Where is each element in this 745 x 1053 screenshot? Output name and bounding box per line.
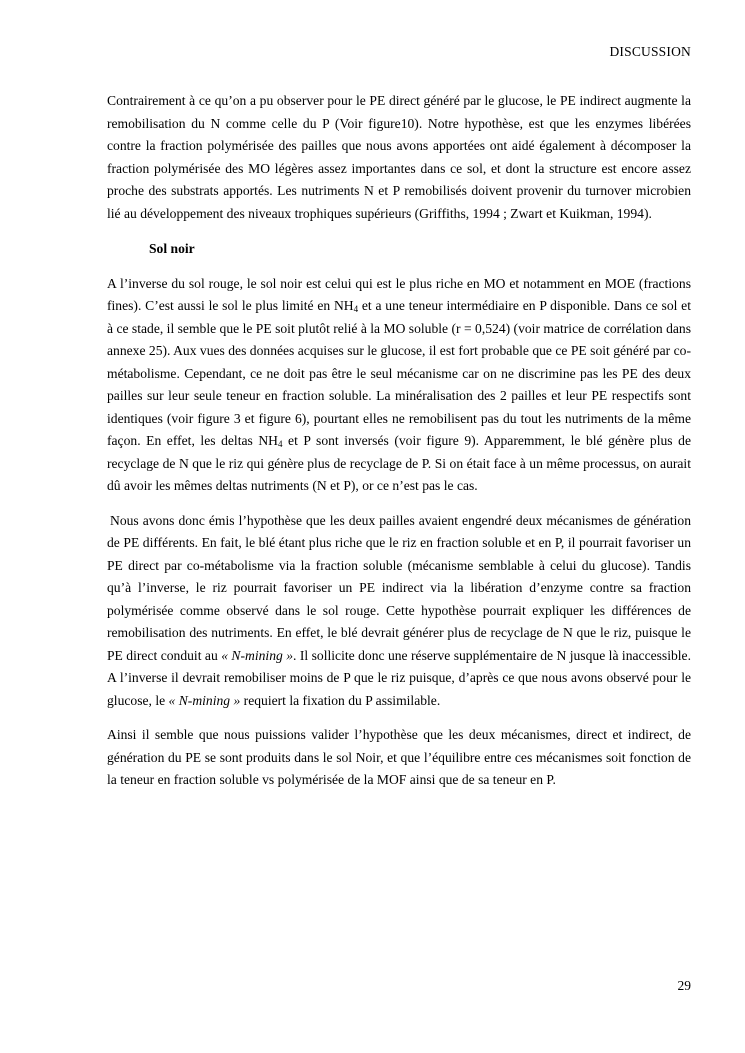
n-mining-term: « N-mining »	[168, 692, 241, 708]
paragraph-3-part-b: . Il sollicite donc une réserve supplémentaire de N jusque là inaccessible. A l’inverse il devrait remobiliser moins de P que le riz puisque, d’après ce que nous avons observé pour le glucose, le	[107, 647, 691, 708]
document-body	[107, 90, 691, 792]
subscript-4: 4	[277, 439, 283, 449]
paragraph-2-part-a: A l’inverse du sol rouge, le sol noir est celui qui est le plus riche en MO et notamment en MOE (fractions fines). C’est aussi le sol le plus limité en NH	[107, 275, 691, 313]
paragraph-1: Contrairement à ce qu’on a pu observer pour le PE direct généré par le glucose, le PE indirect augmente la remobilisation du N comme celle du P (Voir figure10). Notre hypothèse, est que les enzymes libérées contre la fraction polymérisée des pailles que nous avons apportées ont aidé également à décomposer la fraction polymérisée des MO légères assez importantes dans ce sol, et dont la structure est encore assez proche des substrats apportés. Les nutriments N et P remobilisés doivent provenir du turnover microbien lié au développement des niveaux trophiques supérieurs (Griffiths, 1994 ; Zwart et Kuikman, 1994).	[107, 93, 691, 221]
paragraph-3	[107, 510, 691, 713]
paragraph-2-part-c: et P sont inversés (voir figure 9). Apparemment, le blé génère plus de recyclage de N que le riz qui génère plus de recyclage de P. Si on était face à un même processus, on aurait dû avoir les mêmes deltas nutriments (N et P), or ce n’est pas le cas.	[107, 433, 691, 493]
n-mining-term: « N-mining »	[221, 647, 294, 663]
paragraph-4: Ainsi il semble que nous puissions valider l’hypothèse que les deux mécanismes, direct et indirect, de génération du PE se sont produits dans le sol Noir, et que l’équilibre entre ces mécanismes soit fonction de la teneur en fraction soluble vs polymérisée de la MOF ainsi que de sa teneur en P.	[107, 727, 691, 787]
paragraph-2	[107, 273, 691, 498]
page-number: 29	[677, 978, 691, 993]
paragraph-3-part-a: Nous avons donc émis l’hypothèse que les deux pailles avaient engendré deux mécanismes de génération de PE différents. En fait, le blé étant plus riche que le riz en fraction soluble et en P, il pourrait favoriser un PE direct par co-métabolisme via la fraction soluble (mécanisme semblable à celui du glucose). Tandis qu’à l’inverse, le riz pourrait favoriser un PE indirect via la libération d’enzyme contre sa fraction polymérisée comme observé dans le sol rouge. Cette hypothèse pourrait expliquer les différences de remobilisation des nutriments. En effet, le blé devrait générer plus de recyclage de N que le riz, puisque le PE direct conduit au	[107, 512, 691, 663]
section-title-sol-noir: Sol noir	[149, 241, 195, 256]
paragraph-3-part-c: requiert la fixation du P assimilable.	[240, 692, 441, 708]
paragraph-2-part-b: et a une teneur intermédiaire en P disponible. Dans ce sol et à ce stade, il semble que le PE soit plutôt relié à la MO soluble (r = 0,524) (voir matrice de corrélation dans annexe 25). Aux vues des données acquises sur le glucose, il est fort probable que ce PE soit généré par co-métabolisme. Cependant, ce ne doit pas être le seul mécanisme car on ne discrimine pas les PE des deux pailles sur leur seule teneur en fraction soluble. La minéralisation des 2 pailles et leur PE respectifs sont identiques (voir figure 3 et figure 6), pourtant elles ne remobilisent pas du tout les nutriments de la même façon. En effet, les deltas NH	[107, 298, 691, 448]
running-header: DISCUSSION	[609, 44, 691, 59]
subscript-4: 4	[353, 304, 359, 314]
